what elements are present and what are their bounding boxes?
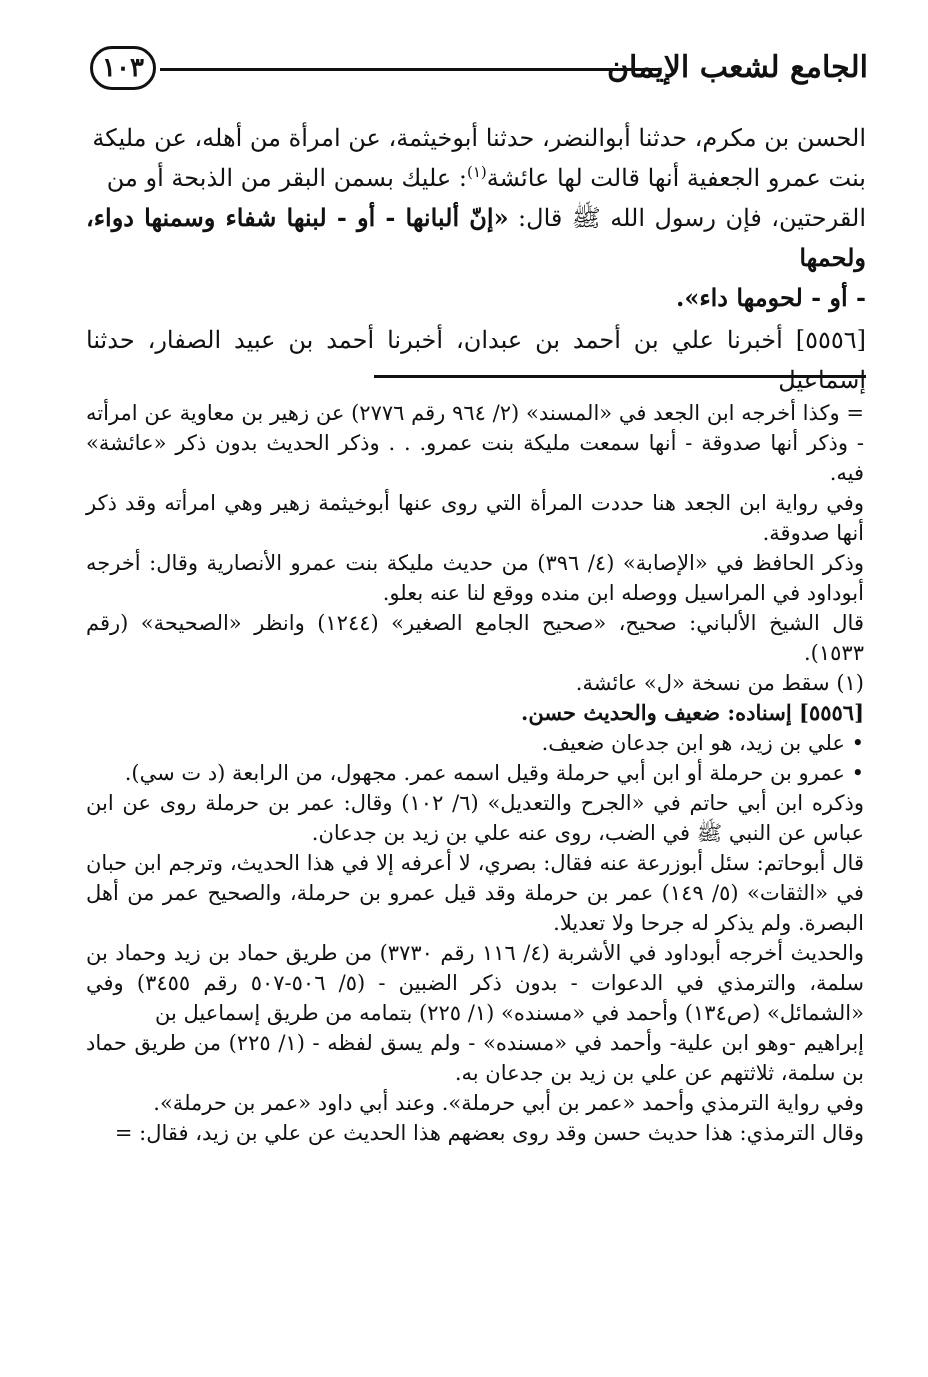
footnote-paragraph: وذكره ابن أبي حاتم في «الجرح والتعديل» (٦/ ١٠٢) وقال: عمر بن حرملة روى عن ابن عباس عن النبي ﷺ في الضب، روى عنه علي بن زيد بن جدعان.	[86, 791, 864, 845]
main-text-run: : عليك بسمن البقر من الذبحة أو من	[106, 164, 467, 192]
footnote-paragraph: (١) سقط من نسخة «ل» عائشة.	[575, 671, 864, 695]
footnote-paragraph: وقال الترمذي: هذا حديث حسن وقد روى بعضهم هذا الحديث عن علي بن زيد، فقال: =	[114, 1121, 864, 1145]
footnote-paragraph: وفي رواية ابن الجعد هنا حددت المرأة التي روى عنها أبوخيثمة زهير وهي امرأته وقد ذكر أنها صدوقة.	[86, 491, 864, 545]
page-number: ١٠٣	[90, 46, 156, 90]
footnote-paragraph: • عمرو بن حرملة أو ابن أبي حرملة وقيل اسمه عمر. مجهول، من الرابعة (د ت سي).	[124, 761, 864, 785]
footnote-paragraph: والحديث أخرجه أبوداود في الأشربة (٤/ ١١٦ رقم ٣٧٣٠) من طريق حماد بن زيد وحماد بن سلمة، والترمذي في الدعوات - بدون ذكر الضبين - (٥/ ٥٠٦-٥٠٧ رقم ٣٤٥٥) وفي «الشمائل» (ص١٣٤) وأحمد في «مسنده» (١/ ٢٢٥) بتمامه من طريق إسماعيل بن	[86, 941, 864, 1025]
hadith-text: - أو - لحومها داء».	[675, 283, 866, 312]
main-line	[86, 198, 866, 278]
main-line: الحسن بن مكرم، حدثنا أبوالنضر، حدثنا أبوخيثمة، عن امرأة من أهله، عن مليكة	[92, 124, 866, 152]
main-line: [٥٥٥٦] أخبرنا علي بن أحمد بن عبدان، أخبرنا أحمد بن عبيد الصفار، حدثنا إسماعيل	[86, 326, 866, 394]
footnote-paragraph: وفي رواية الترمذي وأحمد «عمر بن أبي حرملة». وعند أبي داود «عمر بن حرملة».	[153, 1091, 864, 1115]
next-hadith-line	[86, 320, 866, 400]
footnote-paragraph: وذكر الحافظ في «الإصابة» (٤/ ٣٩٦) من حديث مليكة بنت عمرو الأنصارية وقال: أخرجه أبوداود في المراسيل ووصله ابن منده ووقع لنا عنه بعلو.	[86, 551, 864, 605]
footnote-paragraph: قال الشيخ الألباني: صحيح، «صحيح الجامع الصغير» (١٢٤٤) وانظر «الصحيحة» (رقم ١٥٣٣).	[86, 611, 864, 665]
footnote-paragraph: • علي بن زيد، هو ابن جدعان ضعيف.	[541, 731, 864, 755]
main-text-run: بنت عمرو الجعفية أنها قالت لها عائشة	[486, 164, 866, 192]
footnote-marker: (١)	[466, 163, 487, 181]
hadith-text: «إنّ ألبانها - أو - لبنها شفاء وسمنها دواء، ولحمها	[86, 203, 866, 272]
footnote-paragraph: قال أبوحاتم: سئل أبوزرعة عنه فقال: بصري، لا أعرفه إلا في هذا الحديث، وترجم ابن حبان في «الثقات» (٥/ ١٤٩) عمر بن حرملة وقد قيل عمرو بن حرملة، والصحيح عمر من أهل البصرة. ولم يذكر له جرحا ولا تعديلا.	[86, 851, 864, 935]
header-rule	[160, 68, 658, 71]
footnote-paragraph: = وكذا أخرجه ابن الجعد في «المسند» (٢/ ٩٦٤ رقم ٢٧٧٦) عن زهير بن معاوية عن امرأته - وذكر أنها صدوقة - أنها سمعت مليكة بنت عمرو. . . وذكر الحديث بدون ذكر «عائشة» فيه.	[86, 401, 864, 485]
main-text	[86, 118, 866, 318]
main-line	[86, 158, 866, 198]
main-text-run: القرحتين، فإن رسول الله ﷺ قال:	[518, 204, 866, 232]
page-header	[82, 40, 868, 102]
footnotes	[86, 398, 864, 1148]
footnote-paragraph: [٥٥٥٦] إسناده: ضعيف والحديث حسن.	[521, 700, 864, 725]
footnote-separator	[374, 375, 866, 378]
footnote-paragraph: إبراهيم -وهو ابن علية- وأحمد في «مسنده» - ولم يسق لفظه - (١/ ٢٢٥) من طريق حماد بن سلمة، ثلاثتهم عن علي بن زيد بن جدعان به.	[86, 1031, 864, 1085]
running-title: الجامع لشعب الإيمان	[606, 50, 868, 85]
